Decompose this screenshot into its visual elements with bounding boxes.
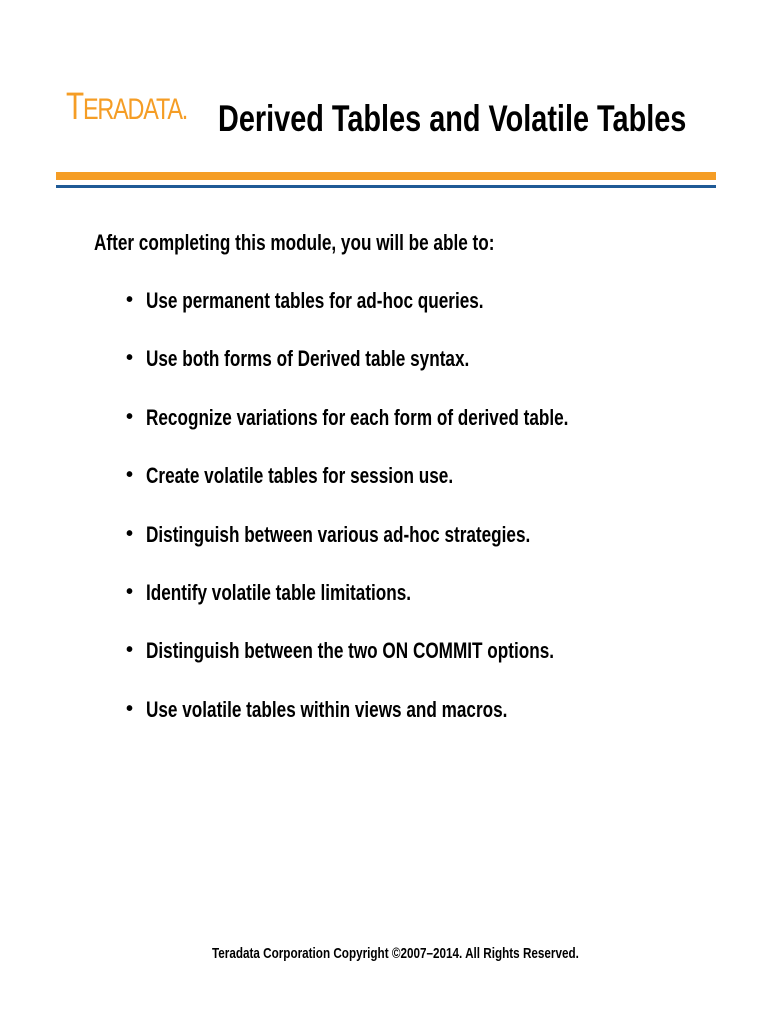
bullet-icon: • (126, 289, 134, 311)
bullet-icon: • (126, 347, 134, 370)
header-divider-blue (56, 185, 716, 188)
intro-text: After completing this module, you will be able to: (94, 230, 495, 255)
bullet-icon: • (126, 639, 134, 662)
objective-text: Distinguish between the two ON COMMIT options. (146, 638, 555, 664)
logo-wordmark: ERADATA (82, 93, 182, 126)
objective-text: Create volatile tables for session use. (146, 463, 454, 489)
objective-text: Distinguish between various ad-hoc strategies. (146, 521, 531, 547)
objective-item (126, 465, 688, 523)
bullet-icon: • (126, 464, 134, 487)
objective-item (126, 404, 688, 465)
logo-mark: . (181, 93, 188, 126)
header-divider-orange (56, 172, 716, 180)
objective-item (126, 640, 688, 698)
objective-text: Use permanent tables for ad-hoc queries. (146, 288, 484, 313)
bullet-icon: • (126, 522, 134, 545)
teradata-logo (66, 88, 187, 126)
objective-text: Use volatile tables within views and macros. (146, 696, 508, 722)
bullet-icon: • (126, 580, 134, 603)
objective-item (126, 348, 688, 406)
logo-first-letter: T (66, 86, 83, 128)
objective-item (126, 696, 688, 757)
objective-text: Identify volatile table limitations. (146, 579, 412, 605)
objective-text: Use both forms of Derived table syntax. (146, 346, 470, 372)
bullet-icon: • (126, 697, 134, 720)
objectives-list (126, 290, 688, 757)
page-title: Derived Tables and Volatile Tables (218, 98, 687, 139)
objective-item (126, 290, 688, 348)
objective-text: Recognize variations for each form of derived table. (146, 404, 569, 430)
objective-item (126, 521, 688, 582)
bullet-icon: • (126, 405, 134, 428)
objective-item (126, 579, 688, 640)
copyright-footer: Teradata Corporation Copyright ©2007–2014. All Rights Reserved. (212, 945, 579, 962)
